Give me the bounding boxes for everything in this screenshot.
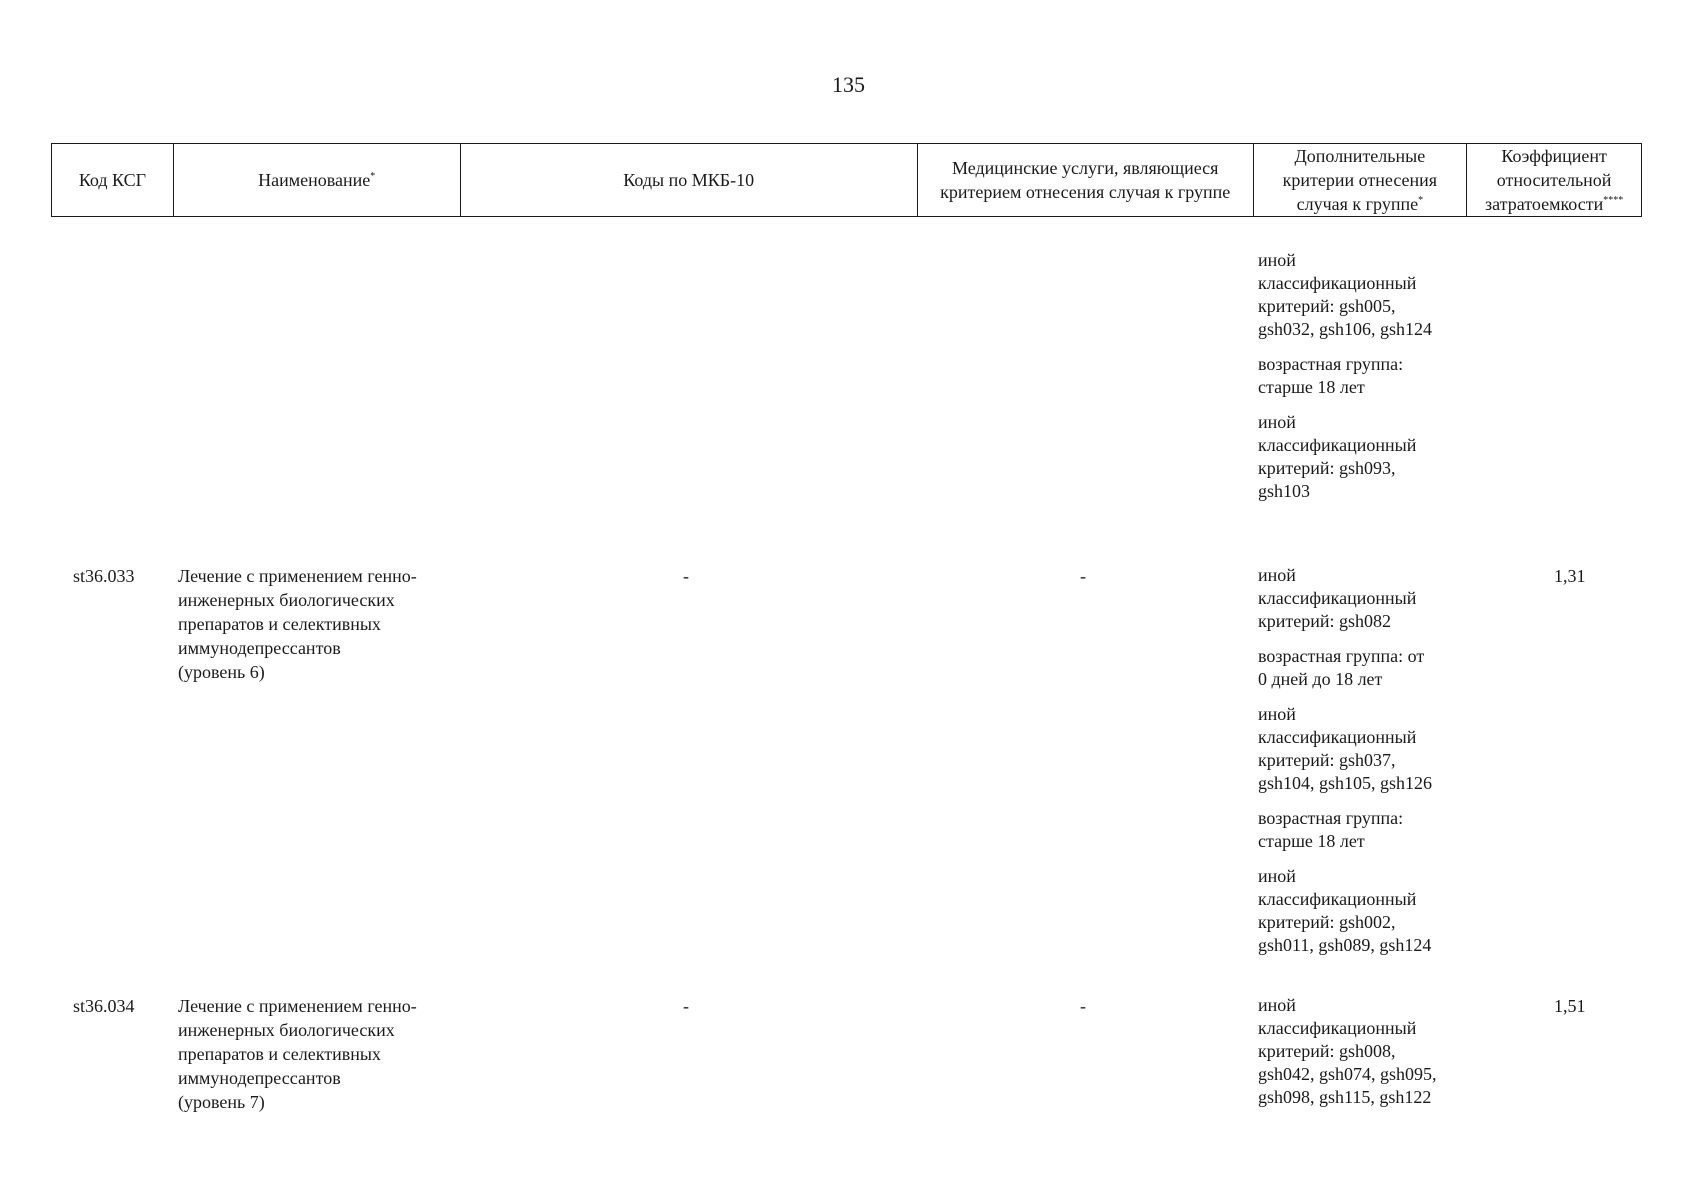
row-name-line: препаратов и селективных xyxy=(178,614,381,634)
criterion-item: иной классификационный критерий: gsh037, gsh104, gsh105, gsh126 xyxy=(1258,704,1433,793)
table-header xyxy=(51,143,1642,217)
criterion-item: возрастная группа: старше 18 лет xyxy=(1258,808,1404,851)
row-coefficient: 1,51 xyxy=(1554,996,1586,1016)
row-mkb: - xyxy=(683,566,689,586)
row-name-line: Лечение с применением генно- xyxy=(178,996,417,1016)
row-name-line: инженерных биологических xyxy=(178,590,395,610)
row-med-services: - xyxy=(1080,996,1086,1016)
header-code-label: Код КСГ xyxy=(78,170,147,190)
criterion-item: возрастная группа: старше 18 лет xyxy=(1258,354,1404,397)
header-additional-mark: * xyxy=(1418,195,1424,206)
row-mkb: - xyxy=(683,996,689,1016)
criterion-item: иной классификационный критерий: gsh008, gsh042, gsh074, gsh095, gsh098, gsh115, gsh122 xyxy=(1258,995,1437,1107)
row-criteria xyxy=(1258,994,1476,1109)
continuation-criteria xyxy=(1258,249,1476,503)
row-med-services: - xyxy=(1080,566,1086,586)
row-code: st36.034 xyxy=(73,996,135,1016)
header-name xyxy=(174,144,461,216)
row-name-line: (уровень 7) xyxy=(178,1092,265,1112)
header-mkb-label: Коды по МКБ-10 xyxy=(623,170,755,190)
page-number: 135 xyxy=(832,72,865,97)
row-criteria xyxy=(1258,564,1476,957)
header-name-mark: * xyxy=(370,171,376,182)
header-med-services-label: Медицинские услуги, являющиеся критерием отнесения случая к группе xyxy=(940,158,1231,202)
header-mkb xyxy=(461,144,918,216)
row-coefficient: 1,31 xyxy=(1554,566,1586,586)
header-coefficient-mark: **** xyxy=(1603,195,1624,206)
header-med-services xyxy=(918,144,1254,216)
header-name-label: Наименование xyxy=(258,170,371,190)
row-code: st36.033 xyxy=(73,566,135,586)
row-name-line: Лечение с применением генно- xyxy=(178,566,417,586)
criterion-item: иной классификационный критерий: gsh093, gsh103 xyxy=(1258,412,1417,501)
row-name-line: иммунодепрессантов xyxy=(178,1068,341,1088)
row-name xyxy=(178,564,458,684)
header-coefficient-label: Коэффициент относительной затратоемкости xyxy=(1485,146,1612,214)
row-name xyxy=(178,994,458,1114)
header-code xyxy=(52,144,174,216)
header-additional-label: Дополнительные критерии отнесения случая к группе xyxy=(1282,146,1438,214)
row-name-line: инженерных биологических xyxy=(178,1020,395,1040)
row-name-line: (уровень 6) xyxy=(178,662,265,682)
row-name-line: препаратов и селективных xyxy=(178,1044,381,1064)
criterion-item: иной классификационный критерий: gsh002, gsh011, gsh089, gsh124 xyxy=(1258,866,1432,955)
header-coefficient xyxy=(1467,144,1641,216)
header-additional-criteria xyxy=(1254,144,1468,216)
criterion-item: возрастная группа: от 0 дней до 18 лет xyxy=(1258,646,1425,689)
criterion-item: иной классификационный критерий: gsh005, gsh032, gsh106, gsh124 xyxy=(1258,250,1433,339)
row-name-line: иммунодепрессантов xyxy=(178,638,341,658)
criterion-item: иной классификационный критерий: gsh082 xyxy=(1258,565,1417,631)
